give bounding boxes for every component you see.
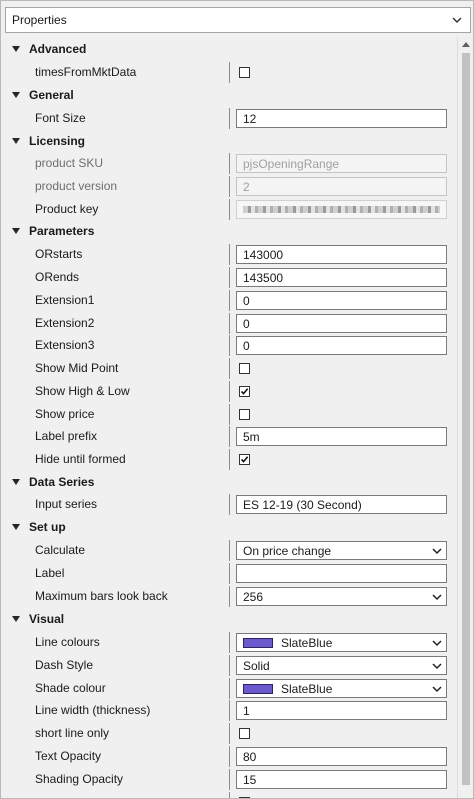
orstarts-input[interactable]: 143000	[236, 245, 447, 264]
property-label: Font Size	[35, 111, 86, 125]
show-high-low-checkbox[interactable]	[239, 386, 250, 397]
property-row-maximum-bars-look-back	[5, 585, 456, 608]
properties-title: Properties	[12, 13, 67, 27]
show-price-checkbox[interactable]	[239, 409, 250, 420]
properties-header[interactable]	[5, 7, 471, 33]
property-row-short-line-only	[5, 722, 456, 745]
column-divider[interactable]	[229, 199, 230, 220]
column-divider[interactable]	[229, 769, 230, 790]
collapse-triangle-icon[interactable]	[12, 46, 20, 52]
label-prefix-input[interactable]: 5m	[236, 427, 447, 446]
product-sku-input: pjsOpeningRange	[236, 154, 447, 173]
property-label: ORends	[35, 270, 80, 284]
times-from-mkt-data-checkbox[interactable]	[239, 67, 250, 78]
property-row-show-high-low	[5, 380, 456, 403]
column-divider[interactable]	[229, 153, 230, 174]
column-divider[interactable]	[229, 381, 230, 402]
dash-style-select[interactable]	[236, 656, 447, 675]
property-label: Text Opacity	[35, 749, 102, 763]
short-line-only-checkbox[interactable]	[239, 728, 250, 739]
category-parameters[interactable]	[5, 220, 456, 243]
column-divider[interactable]	[229, 404, 230, 425]
property-label: Extension2	[35, 316, 95, 330]
category-advanced-label: Advanced	[29, 42, 87, 56]
line-colours-select[interactable]	[236, 633, 447, 652]
property-row-line-colours	[5, 631, 456, 654]
line-width-input[interactable]: 1	[236, 701, 447, 720]
property-row-times-from-mkt-data	[5, 61, 456, 84]
column-divider[interactable]	[229, 244, 230, 265]
category-licensing[interactable]	[5, 130, 456, 153]
property-label: short line only	[35, 726, 110, 740]
product-key-input[interactable]	[236, 200, 447, 219]
column-divider[interactable]	[229, 176, 230, 197]
column-divider[interactable]	[229, 678, 230, 699]
property-label: Extension1	[35, 293, 95, 307]
show-mid-point-checkbox[interactable]	[239, 363, 250, 374]
property-label: Dash Style	[35, 658, 94, 672]
chevron-down-icon[interactable]	[432, 593, 442, 601]
property-label: Hide until formed	[35, 452, 126, 466]
category-visual[interactable]	[5, 608, 456, 631]
collapse-triangle-icon[interactable]	[12, 616, 20, 622]
property-row-product-sku	[5, 152, 456, 175]
property-row-shade-colour	[5, 677, 456, 700]
property-label: timesFromMktData	[35, 65, 137, 79]
property-label: Input series	[35, 497, 98, 511]
property-label: Shade colour	[35, 681, 106, 695]
property-label: ORstarts	[35, 247, 83, 261]
collapse-triangle-icon[interactable]	[12, 138, 20, 144]
column-divider[interactable]	[229, 792, 230, 799]
property-label: Calculate	[35, 543, 86, 557]
property-row-extension3	[5, 334, 456, 357]
chevron-down-icon[interactable]	[432, 547, 442, 555]
property-label: Extension3	[35, 338, 95, 352]
font-size-input[interactable]: 12	[236, 109, 447, 128]
column-divider[interactable]	[229, 632, 230, 653]
text-opacity-input[interactable]: 80	[236, 747, 447, 766]
check-icon	[240, 387, 249, 396]
property-row-cut-off	[5, 791, 456, 799]
calculate-value: On price change	[243, 544, 332, 558]
property-row-label	[5, 562, 456, 585]
property-row-orends	[5, 266, 456, 289]
shading-opacity-input[interactable]: 15	[236, 770, 447, 789]
vertical-scrollbar[interactable]	[457, 37, 473, 799]
property-label: Show price	[35, 407, 95, 421]
column-divider[interactable]	[229, 723, 230, 744]
column-divider[interactable]	[229, 290, 230, 311]
property-row-input-series	[5, 493, 456, 516]
line-colour-swatch	[243, 638, 273, 648]
calculate-select[interactable]	[236, 541, 447, 560]
check-icon	[240, 455, 249, 464]
property-row-dash-style	[5, 654, 456, 677]
category-licensing-label: Licensing	[29, 134, 86, 148]
property-row-product-version	[5, 175, 456, 198]
collapse-triangle-icon[interactable]	[12, 228, 20, 234]
category-visual-label: Visual	[29, 612, 65, 626]
property-label: Shading Opacity	[35, 772, 124, 786]
column-divider[interactable]	[229, 449, 230, 470]
column-divider[interactable]	[229, 267, 230, 288]
category-advanced[interactable]	[5, 38, 456, 61]
maximum-bars-look-back-value: 256	[243, 590, 264, 604]
property-row-calculate	[5, 539, 456, 562]
collapse-triangle-icon[interactable]	[12, 524, 20, 530]
product-version-input: 2	[236, 177, 447, 196]
column-divider[interactable]	[229, 335, 230, 356]
category-set-up[interactable]	[5, 516, 456, 539]
label-input[interactable]	[236, 564, 447, 583]
shade-colour-swatch	[243, 684, 273, 694]
property-row-line-width	[5, 699, 456, 722]
chevron-down-icon[interactable]	[432, 662, 442, 670]
redacted-product-key	[243, 206, 440, 213]
extension1-input[interactable]: 0	[236, 291, 447, 310]
property-row-font-size	[5, 107, 456, 130]
extension2-input[interactable]: 0	[236, 314, 447, 333]
property-row-shading-opacity	[5, 768, 456, 791]
column-divider[interactable]	[229, 358, 230, 379]
column-divider[interactable]	[229, 62, 230, 83]
dash-style-value: Solid	[243, 659, 270, 673]
hide-until-formed-checkbox[interactable]	[239, 454, 250, 465]
property-grid	[5, 37, 456, 799]
shade-colour-value: SlateBlue	[281, 682, 333, 696]
column-divider[interactable]	[229, 108, 230, 129]
line-colours-value: SlateBlue	[281, 636, 333, 650]
property-row-hide-until-formed	[5, 448, 456, 471]
column-divider[interactable]	[229, 494, 230, 515]
category-data-series-label: Data Series	[29, 475, 95, 489]
category-general[interactable]	[5, 84, 456, 107]
scrollbar-thumb[interactable]	[462, 53, 470, 785]
column-divider[interactable]	[229, 426, 230, 447]
column-divider[interactable]	[229, 563, 230, 584]
column-divider[interactable]	[229, 700, 230, 721]
shade-colour-select[interactable]	[236, 679, 447, 698]
orends-input[interactable]: 143500	[236, 268, 447, 287]
property-row-text-opacity	[5, 745, 456, 768]
property-row-extension2	[5, 312, 456, 335]
property-label: Line colours	[35, 635, 100, 649]
property-row-show-price	[5, 403, 456, 426]
property-row-extension1	[5, 289, 456, 312]
input-series-field[interactable]: ES 12-19 (30 Second)	[236, 495, 447, 514]
category-parameters-label: Parameters	[29, 224, 95, 238]
property-label: Maximum bars look back	[35, 589, 168, 603]
property-label: Show Mid Point	[35, 361, 119, 375]
collapse-triangle-icon[interactable]	[12, 479, 20, 485]
property-label: Label prefix	[35, 429, 98, 443]
chevron-down-icon[interactable]	[432, 685, 442, 693]
property-label: Line width (thickness)	[35, 703, 151, 717]
property-label: Label	[35, 566, 65, 580]
chevron-down-icon[interactable]	[451, 14, 463, 26]
column-divider[interactable]	[229, 540, 230, 561]
chevron-down-icon[interactable]	[432, 639, 442, 647]
scroll-up-arrow-icon[interactable]	[458, 37, 474, 51]
column-divider[interactable]	[229, 586, 230, 607]
property-row-product-key	[5, 198, 456, 221]
column-divider[interactable]	[229, 313, 230, 334]
column-divider[interactable]	[229, 746, 230, 767]
property-row-show-mid-point	[5, 357, 456, 380]
collapse-triangle-icon[interactable]	[12, 92, 20, 98]
property-row-orstarts	[5, 243, 456, 266]
category-data-series[interactable]	[5, 471, 456, 494]
property-label: Show High & Low	[35, 384, 130, 398]
column-divider[interactable]	[229, 655, 230, 676]
property-label: Product key	[35, 202, 99, 216]
property-label: product SKU	[35, 156, 104, 170]
property-label: product version	[35, 179, 118, 193]
extension3-input[interactable]: 0	[236, 336, 447, 355]
category-general-label: General	[29, 88, 74, 102]
maximum-bars-look-back-select[interactable]	[236, 587, 447, 606]
property-row-label-prefix	[5, 425, 456, 448]
category-set-up-label: Set up	[29, 520, 66, 534]
